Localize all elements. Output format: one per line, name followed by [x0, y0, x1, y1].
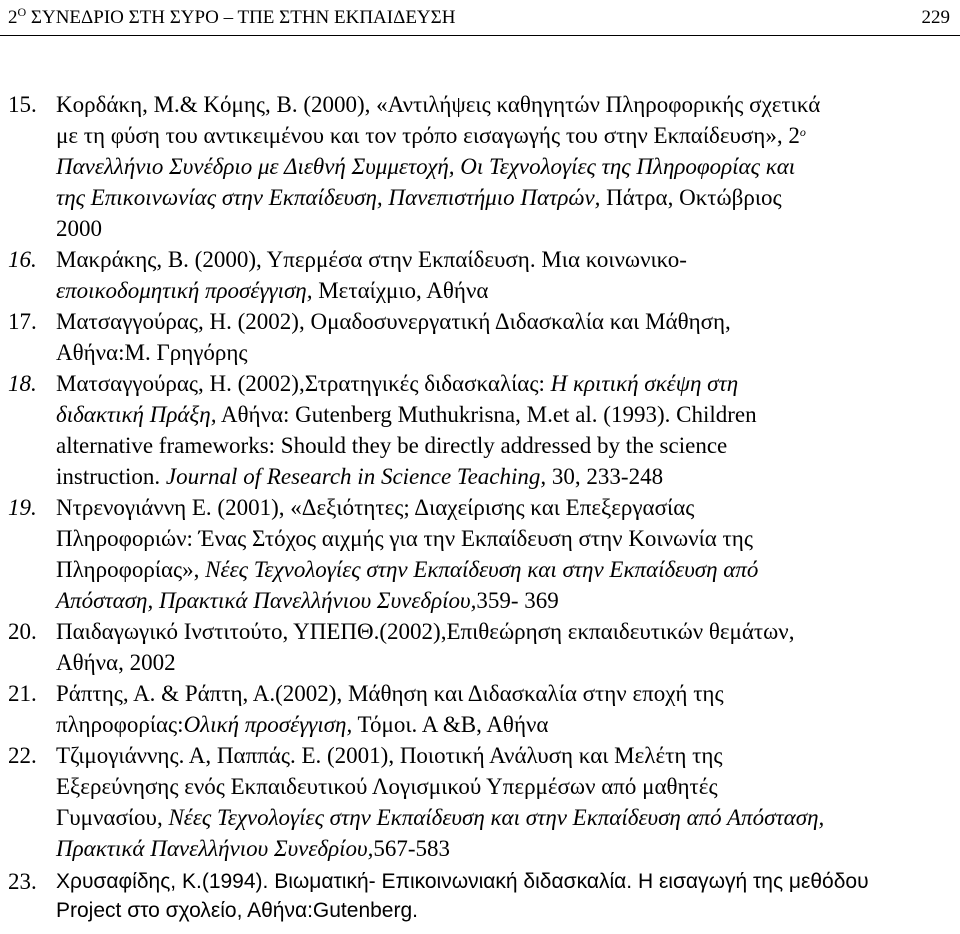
ref-number: 22.	[8, 743, 37, 768]
ref-text-part: Πληροφορίας»,	[56, 557, 200, 582]
ref-text	[56, 802, 824, 834]
ref-text	[56, 182, 782, 214]
ref-text-part: Γυμνασίου,	[56, 805, 163, 830]
ref-line	[0, 709, 960, 741]
ref-text-part: 30, 233-248	[546, 464, 664, 489]
ref-text	[56, 833, 450, 865]
ref-text-italic: Journal of Research in Science Teaching,	[160, 464, 547, 489]
ref-text-part: 359- 369	[476, 588, 559, 613]
ref-number: 17.	[8, 309, 37, 334]
ref-text-part: Πάτρα, Οκτώβριος	[600, 185, 782, 210]
ref-line	[0, 306, 960, 338]
ref-text-italic: εποικοδομητική προσέγγιση,	[56, 278, 313, 303]
ref-text-part: πληροφορίας:	[56, 712, 184, 737]
ref-text	[56, 554, 758, 586]
ref-line	[0, 120, 960, 152]
ref-text-part: Αθήνα: Gutenberg Muthukrisna, M.et al. (1993). Children	[216, 402, 757, 427]
ref-text: Ντρενογιάννη Ε. (2001), «Δεξιότητες; Διαχείρισης και Επεξεργασίας	[56, 495, 695, 520]
ref-text-italic: Ολική προσέγγιση,	[183, 712, 353, 737]
ref-number: 23.	[8, 869, 37, 894]
ref-line	[0, 337, 960, 369]
ref-line	[0, 585, 960, 617]
ref-text: Μακράκης, Β. (2000), Υπερμέσα στην Εκπαίδευση. Μια κοινωνικο-	[56, 247, 687, 272]
ref-sup: ο	[799, 125, 806, 139]
page-number: 229	[921, 7, 950, 28]
ref-text-part: instruction.	[56, 464, 161, 489]
ref-number: 16.	[8, 247, 37, 272]
ref-text: Τζιμογιάννης. Α, Παππάς. Ε. (2001), Ποιοτική Ανάλυση και Μελέτη της	[56, 743, 723, 768]
ref-line	[0, 430, 960, 462]
ref-text-italic: διδακτική Πράξη,	[56, 402, 217, 427]
ref-line	[0, 740, 960, 772]
ref-text	[56, 368, 738, 400]
ref-text-part: Μεταίχμιο, Αθήνα	[312, 278, 489, 303]
ref-text: Αθήνα, 2002	[56, 650, 176, 675]
ref-line	[0, 89, 960, 121]
ref-line	[0, 616, 960, 648]
ref-line	[0, 554, 960, 586]
ref-line	[0, 151, 960, 183]
ref-text: Αθήνα:Μ. Γρηγόρης	[56, 340, 248, 365]
ref-line	[0, 275, 960, 307]
ref-text: alternative frameworks: Should they be directly addressed by the science	[56, 433, 728, 458]
ref-text-part: 567-583	[373, 836, 451, 861]
ref-line	[0, 866, 960, 898]
ref-text: Project στο σχολείο, Αθήνα:Gutenberg.	[56, 899, 418, 922]
ref-text	[56, 399, 757, 431]
conference-number: 2	[8, 7, 18, 28]
ref-text-part: Τόμοι. Α &Β, Αθήνα	[352, 712, 549, 737]
ref-text-part: Ματσαγγούρας, Η. (2002),Στρατηγικές διδασκαλίας:	[56, 371, 545, 396]
ref-line	[0, 244, 960, 276]
ref-line	[0, 647, 960, 679]
ref-number: 18.	[8, 371, 37, 396]
ref-line	[0, 213, 960, 245]
ref-number: 15.	[8, 92, 37, 117]
ref-text-italic: Απόσταση, Πρακτικά Πανελλήνιου Συνεδρίου,	[56, 588, 477, 613]
ref-text: Ράπτης, Α. & Ράπτη, Α.(2002), Μάθηση και Διδασκαλία στην εποχή της	[56, 681, 724, 706]
ref-text	[56, 585, 559, 617]
ref-text-part: με τη φύση του αντικειμένου και τον τρόπο εισαγωγής του στην Εκπαίδευση», 2	[56, 123, 800, 148]
ref-text: Χρυσαφίδης, Κ.(1994). Βιωματική- Επικοινωνιακή διδασκαλία. Η εισαγωγή της μεθόδου	[56, 870, 869, 893]
ref-line	[0, 895, 960, 927]
ref-line	[0, 399, 960, 431]
ref-text-italic: Πρακτικά Πανελλήνιου Συνεδρίου,	[56, 836, 374, 861]
ref-line	[0, 368, 960, 400]
ref-line	[0, 182, 960, 214]
ref-line	[0, 771, 960, 803]
conference-title-text: ΣΥΝΕΔΡΙΟ ΣΤΗ ΣΥΡΟ – ΤΠΕ ΣΤΗΝ ΕΚΠΑΙΔΕΥΣΗ	[26, 7, 456, 28]
ref-number: 21.	[8, 681, 37, 706]
ref-line	[0, 678, 960, 710]
conference-title	[8, 3, 455, 33]
ref-text: Εξερεύνησης ενός Εκπαιδευτικού Λογισμικού Υπερμέσων από μαθητές	[56, 774, 718, 799]
ref-text	[56, 709, 548, 741]
ref-line	[0, 492, 960, 524]
ref-number: 19.	[8, 495, 37, 520]
conference-number-sup: Ο	[17, 5, 27, 19]
ref-text: 2000	[56, 216, 102, 241]
ref-text	[56, 461, 663, 493]
running-header	[0, 0, 960, 36]
ref-text: Ματσαγγούρας, Η. (2002), Ομαδοσυνεργατική Διδασκαλία και Μάθηση,	[56, 309, 731, 334]
ref-text-italic: Νέες Τεχνολογίες στην Εκπαίδευση και στην Εκπαίδευση από Απόσταση,	[162, 805, 825, 830]
ref-text: Πληροφοριών: Ένας Στόχος αιχμής για την Εκπαίδευση στην Κοινωνία της	[56, 526, 753, 551]
ref-text-italic: Νέες Τεχνολογίες στην Εκπαίδευση και στην Εκπαίδευση από	[199, 557, 759, 582]
ref-number: 20.	[8, 619, 37, 644]
ref-text: Κορδάκη, Μ.& Κόμης, Β. (2000), «Αντιλήψεις καθηγητών Πληροφορικής σχετικά	[56, 92, 821, 117]
ref-text: Παιδαγωγικό Ινστιτούτο, ΥΠΕΠΘ.(2002),Επιθεώρηση εκπαιδευτικών θεμάτων,	[56, 619, 795, 644]
ref-text	[56, 275, 488, 307]
ref-text-italic: Η κριτική σκέψη στη	[544, 371, 739, 396]
ref-line	[0, 802, 960, 834]
ref-text	[56, 120, 806, 152]
ref-line	[0, 833, 960, 865]
ref-line	[0, 523, 960, 555]
ref-line	[0, 461, 960, 493]
ref-text-italic: της Επικοινωνίας στην Εκπαίδευση, Πανεπιστήμιο Πατρών,	[56, 185, 601, 210]
ref-text-italic: Πανελλήνιο Συνέδριο με Διεθνή Συμμετοχή, Οι Τεχνολογίες της Πληροφορίας και	[56, 154, 796, 179]
header-rule	[0, 35, 960, 36]
